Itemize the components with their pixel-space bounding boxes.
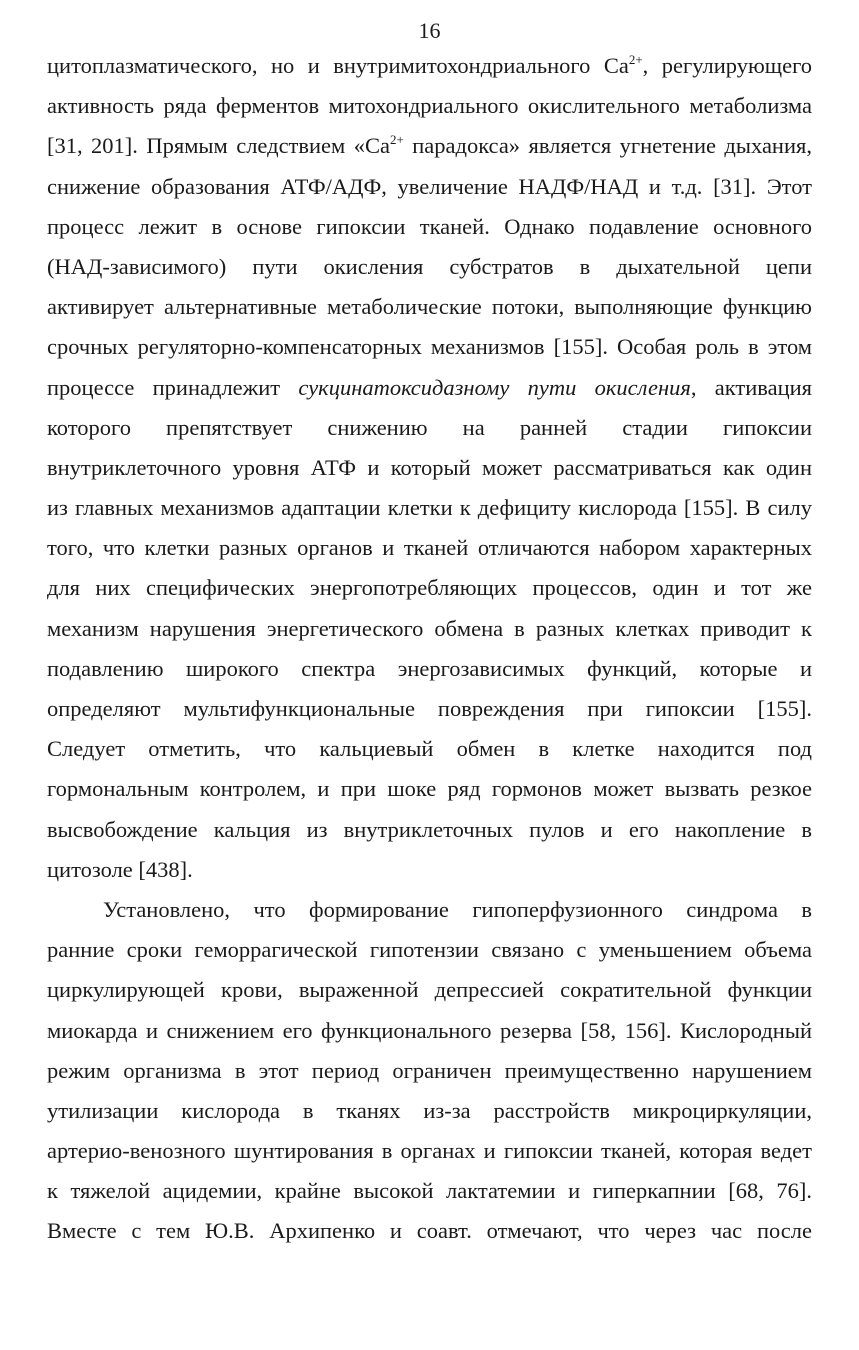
text-line xyxy=(47,1011,812,1051)
text-line xyxy=(47,528,812,568)
line-text: к тяжелой ацидемии, крайне высокой лактатемии и гиперкапнии [68, 76]. xyxy=(47,1178,812,1204)
line-text: артерио-венозного шунтирования в органах и гипоксии тканей, которая ведет xyxy=(47,1138,812,1164)
text-line xyxy=(47,890,812,930)
page-number: 16 xyxy=(418,18,441,43)
line-text: процесс лежит в основе гипоксии тканей. Однако подавление основного xyxy=(47,213,812,239)
line-text: подавлению широкого спектра энергозависимых функций, которые и xyxy=(47,655,812,681)
line-text: Следует отметить, что кальциевый обмен в клетке находится под xyxy=(47,736,812,762)
line-text: из главных механизмов адаптации клетки к дефициту кислорода [155]. В силу xyxy=(47,495,812,521)
line-text: цитоплазматического, но и внутримитохондриального Ca xyxy=(47,53,629,78)
text-line xyxy=(47,930,812,970)
text-line xyxy=(47,1171,812,1211)
text-line xyxy=(47,649,812,689)
line-text: активность ряда ферментов митохондриального окислительного метаболизма xyxy=(47,93,812,119)
line-text: внутриклеточного уровня АТФ и который может рассматриваться как один xyxy=(47,454,812,480)
line-text: утилизации кислорода в тканях из-за расстройств микроциркуляции, xyxy=(47,1097,812,1123)
line-text: для них специфических энергопотребляющих процессов, один и тот же xyxy=(47,575,812,601)
italic-term: сукцинатоксидазному пути окисления xyxy=(298,374,691,400)
superscript: 2+ xyxy=(389,132,404,148)
line-text: [31, 201]. Прямым следствием «Ca xyxy=(47,133,390,159)
text-line xyxy=(47,46,812,86)
body-text xyxy=(47,46,812,1252)
text-line xyxy=(47,488,812,528)
text-line xyxy=(47,408,812,448)
line-text: миокарда и снижением его функционального резерва [58, 156]. Кислородный xyxy=(47,1017,812,1043)
text-line xyxy=(47,729,812,769)
text-line xyxy=(47,1211,812,1251)
text-line xyxy=(47,207,812,247)
line-text: механизм нарушения энергетического обмена в разных клетках приводит к xyxy=(47,615,812,641)
text-line xyxy=(47,86,812,126)
text-line xyxy=(47,609,812,649)
line-text: срочных регуляторно-компенсаторных механизмов [155]. Особая роль в этом xyxy=(47,334,812,360)
text-line xyxy=(47,126,812,166)
line-text: , активация xyxy=(690,374,812,400)
line-text: процессе принадлежит xyxy=(47,374,299,400)
line-text: снижение образования АТФ/АДФ, увеличение НАДФ/НАД и т.д. [31]. Этот xyxy=(47,173,812,199)
text-line xyxy=(47,810,812,850)
text-line xyxy=(47,1091,812,1131)
text-line xyxy=(47,1131,812,1171)
line-text: того, что клетки разных органов и тканей отличаются набором характерных xyxy=(47,535,812,561)
text-line xyxy=(47,287,812,327)
line-text: гормональным контролем, и при шоке ряд гормонов может вызвать резкое xyxy=(47,776,812,802)
line-text: парадокса» является угнетение дыхания, xyxy=(403,133,812,159)
line-text: ранние сроки геморрагической гипотензии связано с уменьшением объема xyxy=(47,937,812,963)
text-line xyxy=(47,689,812,729)
line-text: режим организма в этот период ограничен преимущественно нарушением xyxy=(47,1057,812,1083)
line-text: определяют мультифункциональные повреждения при гипоксии [155]. xyxy=(47,696,812,721)
line-text: (НАД-зависимого) пути окисления субстратов в дыхательной цепи xyxy=(47,253,812,279)
line-text: которого препятствует снижению на ранней стадии гипоксии xyxy=(47,414,812,440)
text-line xyxy=(47,247,812,287)
text-line xyxy=(47,769,812,809)
text-line xyxy=(47,568,812,608)
text-line xyxy=(47,368,812,408)
text-line xyxy=(47,167,812,207)
text-line xyxy=(47,327,812,367)
paragraph-1 xyxy=(47,46,812,890)
paragraph-2 xyxy=(47,890,812,1252)
line-text: цитозоле [438]. xyxy=(47,856,193,882)
text-line xyxy=(47,448,812,488)
line-text: , регулирующего xyxy=(642,53,812,78)
text-line xyxy=(47,1051,812,1091)
superscript: 2+ xyxy=(628,52,643,67)
line-text: Установлено, что формирование гипоперфузионного синдрома в xyxy=(103,896,812,922)
line-text: циркулирующей крови, выраженной депрессией сократительной функции xyxy=(47,977,812,1003)
line-text: высвобождение кальция из внутриклеточных пулов и его накопление в xyxy=(47,816,812,842)
text-line xyxy=(47,850,812,890)
text-line xyxy=(47,970,812,1010)
line-text: Вместе с тем Ю.В. Архипенко и соавт. отмечают, что через час после xyxy=(47,1218,812,1244)
line-text: активирует альтернативные метаболические потоки, выполняющие функцию xyxy=(47,294,812,320)
